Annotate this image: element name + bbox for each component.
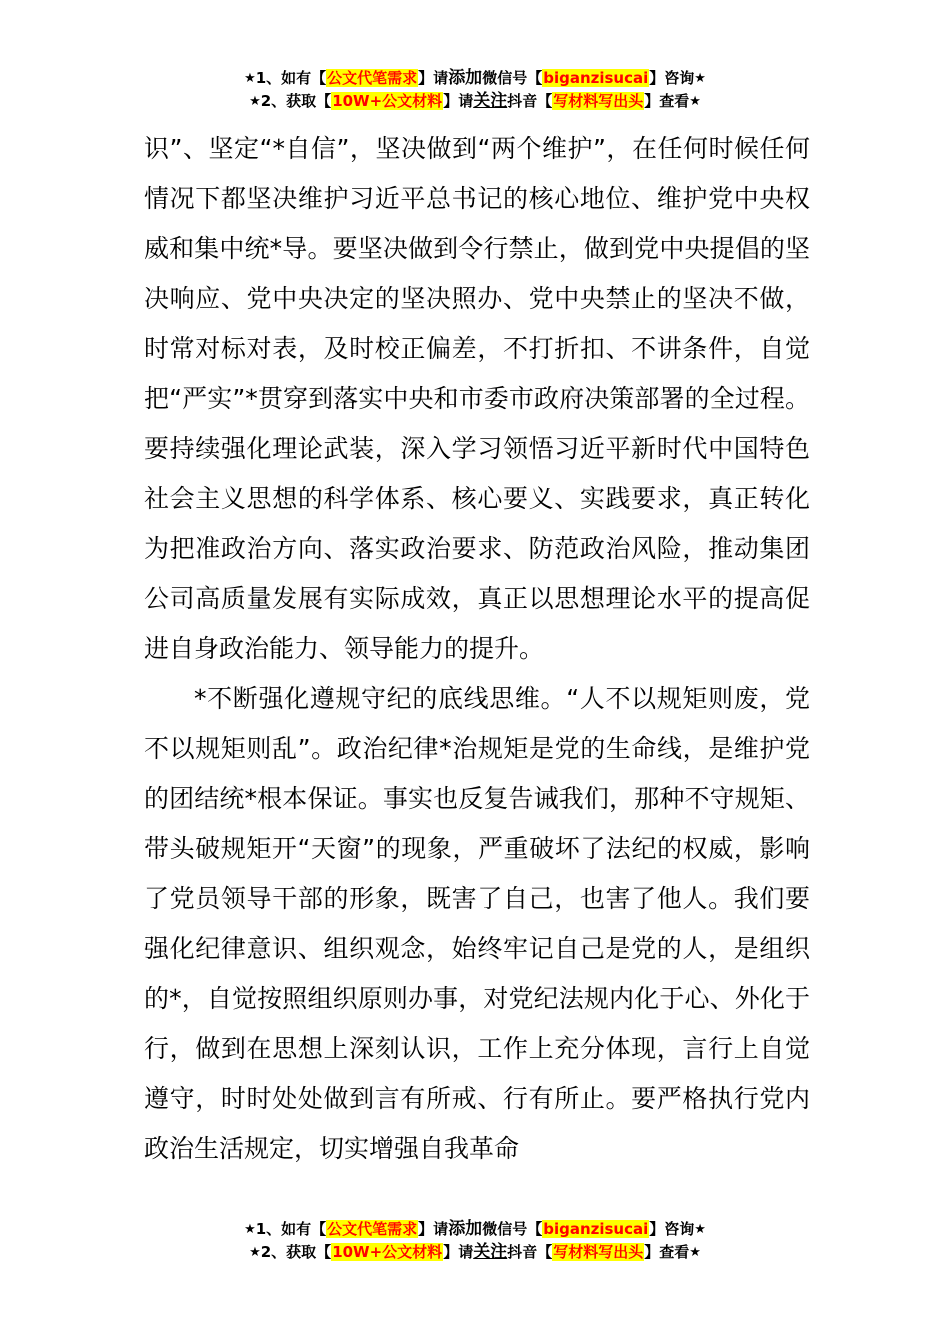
star-icon: ★ [689,94,701,109]
body-paragraph: *不断强化遵规守纪的底线思维。“人不以规矩则废，党不以规矩则乱”。政治纪律*治规矩是党的生命线，是维护党的团结统*根本保证。事实也反复告诫我们，那种不守规矩、带头破规矩开“天窗”的现象，严重破坏了法纪的权威，影响了党员领导干部的形象，既害了自己，也害了他人。我们要强化纪律意识、组织观念，始终牢记自己是党的人，是组织的*，自觉按照组织原则办事，对党纪法规内化于心、外化于行，做到在思想上深刻认识，工作上充分体现，言行上自觉遵守，时时处处做到言有所戒、行有所止。要严格执行党内政治生活规定，切实增强自我革命 [144,684,810,1163]
highlight-douyin-account: 写材料写出头 [553,92,644,110]
highlight-douyin-account: 写材料写出头 [553,1243,644,1261]
highlight-materials: 10W+公文材料 [332,92,443,110]
highlight-wechat-id: biganzisucai [543,1220,649,1238]
star-icon: ★ [249,1245,261,1260]
star-icon: ★ [244,1222,256,1237]
header-banner [0,67,950,113]
star-icon: ★ [694,71,706,86]
highlight-service: 公文代笔需求 [327,69,418,87]
highlight-materials: 10W+公文材料 [332,1243,443,1261]
star-icon: ★ [249,94,261,109]
banner-line-1: ★1、如有【公文代笔需求】请添加微信号【biganzisucai】咨询★ [244,68,706,88]
document-body [144,124,810,1174]
banner-line-2: ★2、获取【10W+公文材料】请关注抖音【写材料写出头】查看★ [249,1242,701,1262]
highlight-wechat-id: biganzisucai [543,69,649,87]
star-icon: ★ [689,1245,701,1260]
highlight-service: 公文代笔需求 [327,1220,418,1238]
body-paragraph: 识”、坚定“*自信”，坚决做到“两个维护”，在任何时候任何情况下都坚决维护习近平总书记的核心地位、维护党中央权威和集中统*导。要坚决做到令行禁止，做到党中央提倡的坚决响应、党中央决定的坚决照办、党中央禁止的坚决不做，时常对标对表，及时校正偏差，不打折扣、不讲条件，自觉把“严实”*贯穿到落实中央和市委市政府决策部署的全过程。要持续强化理论武装，深入学习领悟习近平新时代中国特色社会主义思想的科学体系、核心要义、实践要求，真正转化为把准政治方向、落实政治要求、防范政治风险，推动集团公司高质量发展有实际成效，真正以思想理论水平的提高促进自身政治能力、领导能力的提升。 [144,134,810,663]
star-icon: ★ [694,1222,706,1237]
banner-line-1: ★1、如有【公文代笔需求】请添加微信号【biganzisucai】咨询★ [244,1219,706,1239]
footer-banner [0,1218,950,1264]
star-icon: ★ [244,71,256,86]
banner-line-2: ★2、获取【10W+公文材料】请关注抖音【写材料写出头】查看★ [249,91,701,111]
